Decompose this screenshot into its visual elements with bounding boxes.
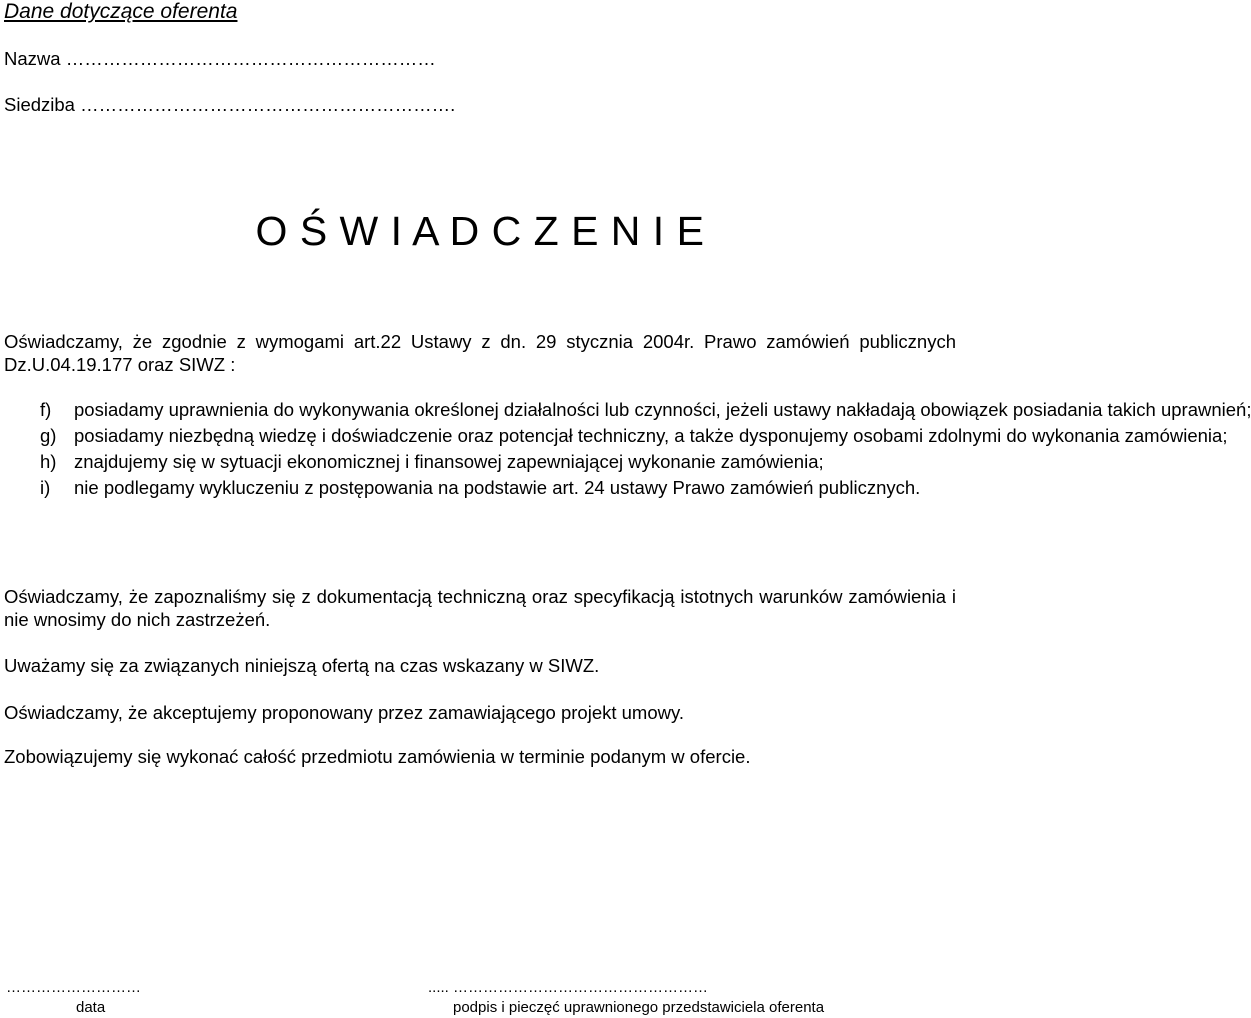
list-item-text: nie podlegamy wykluczeniu z postępowania na podstawie art. 24 ustawy Prawo zamówień publicznych.: [74, 477, 921, 498]
seat-label: Siedziba: [4, 94, 75, 115]
conditions-list: [4, 398, 1251, 499]
seat-field: [4, 94, 455, 116]
list-marker: f): [40, 399, 52, 420]
list-item: [4, 424, 1228, 447]
list-item: [4, 476, 956, 499]
name-label: Nazwa: [4, 48, 61, 69]
statement-contract-acceptance: Oświadczamy, że akceptujemy proponowany przez zamawiającego projekt umowy.: [4, 702, 685, 723]
list-marker: i): [40, 477, 51, 498]
list-item-text: posiadamy uprawnienia do wykonywania określonej działalności lub czynności, jeżeli ustawy nakładają obowiązek posiadania takich uprawnień;: [74, 399, 1251, 420]
list-item-text: znajdujemy się w sytuacji ekonomicznej i finansowej zapewniającej wykonanie zamówienia;: [74, 451, 824, 472]
date-label: data: [76, 999, 106, 1016]
list-marker: g): [40, 425, 57, 446]
document-title: O Ś W I A D C Z E N I E: [255, 208, 705, 254]
list-item: [4, 398, 1251, 421]
name-fill-line: ……………………………………………………: [65, 48, 436, 69]
name-field: [4, 48, 436, 70]
statement-completion-commitment: Zobowiązujemy się wykonać całość przedmiotu zamówienia w terminie podanym w ofercie.: [4, 746, 751, 767]
statement-documentation: Oświadczamy, że zapoznaliśmy się z dokumentacją techniczną oraz specyfikacją istotnych warunków zamówienia i nie wnosimy do nich zastrzeżeń.: [4, 586, 956, 630]
list-item: [4, 450, 956, 473]
offeror-data-heading: Dane dotyczące oferenta: [4, 0, 238, 23]
signature-fill-line: ..... ……………………………………………: [428, 979, 709, 996]
list-item-text: posiadamy niezbędną wiedzę i doświadczenie oraz potencjał techniczny, a także dysponujemy osobami zdolnymi do wykonania zamówienia;: [74, 425, 1228, 446]
statement-binding-period: Uważamy się za związanych niniejszą ofertą na czas wskazany w SIWZ.: [4, 655, 600, 676]
seat-fill-line: …………………………………………………….: [80, 94, 456, 115]
date-fill-line: ………………………: [6, 979, 141, 996]
signature-label: podpis i pieczęć uprawnionego przedstawiciela oferenta: [453, 999, 825, 1016]
intro-paragraph: Oświadczamy, że zgodnie z wymogami art.22 Ustawy z dn. 29 stycznia 2004r. Prawo zamówień publicznych Dz.U.04.19.177 oraz SIWZ :: [4, 331, 956, 375]
list-marker: h): [40, 451, 57, 472]
